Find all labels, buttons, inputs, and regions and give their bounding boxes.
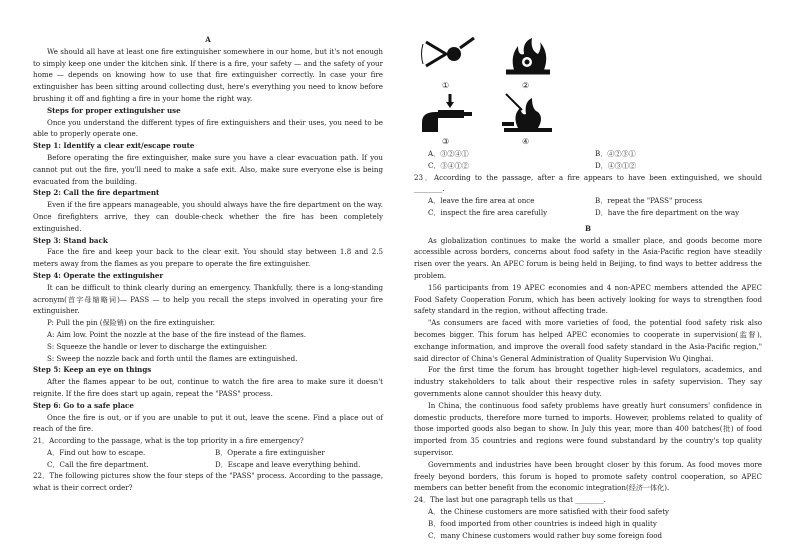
passage-b-p4: For the first time the forum has brought together high-level regulators, academics, and industry stakeholders to talk about their respective roles in safety supervision. They say governments alone cannot shoulder this heavy duty. bbox=[414, 365, 762, 398]
pass-s2: S: Sweep the nozzle back and forth until the flames are extinguished. bbox=[47, 353, 298, 363]
pic-label-3: ③ bbox=[442, 137, 450, 146]
step6-title: Step 6: Go to a safe place bbox=[33, 400, 134, 410]
passage-a-letter: A bbox=[205, 35, 211, 44]
question-21: 21．According to the passage, what is the top priority in a fire emergency? bbox=[33, 436, 304, 446]
q22-option-d[interactable]: D．④③①② bbox=[595, 160, 637, 170]
question-22: 22．The following pictures show the four steps of the "PASS" process. According to the passage, what is their correct order? bbox=[33, 471, 383, 493]
pass-s1: S: Squeeze the handle or lever to discharge the extinguisher. bbox=[47, 341, 268, 351]
q21-option-d[interactable]: D．Escape and leave everything behind. bbox=[215, 459, 361, 469]
q24-option-a[interactable]: A．the Chinese customers are more satisfied with their food safety bbox=[428, 506, 670, 516]
q23-option-c[interactable]: C．inspect the fire area carefully bbox=[428, 207, 548, 217]
pass-picture-2-icon bbox=[500, 36, 556, 76]
q21-options-row1 bbox=[33, 447, 383, 459]
q23-options-row2 bbox=[414, 207, 762, 219]
step4-text: It can be difficult to think clearly during an emergency. Thankfully, there is a long-standing acronym(首字母缩略词)— PASS — to help you recall the steps involved in operating your fire extinguisher. bbox=[33, 282, 383, 316]
step2-title: Step 2: Call the fire department bbox=[33, 188, 160, 198]
pass-picture-3-icon bbox=[420, 92, 476, 134]
step6-text: Once the fire is out, or if you are unable to put it out, leave the scene. Find a place out of reach of the fire. bbox=[33, 412, 383, 434]
steps-heading: Steps for proper extinguisher use bbox=[47, 105, 181, 115]
steps-intro: Once you understand the different types of fire extinguishers and their uses, you need to be able to properly operate one. bbox=[33, 117, 383, 139]
pass-pictures bbox=[414, 36, 762, 148]
step5-title: Step 5: Keep an eye on things bbox=[33, 365, 152, 375]
pass-p: P: Pull the pin (保险销) on the fire extinguisher. bbox=[47, 318, 215, 328]
q22-option-b[interactable]: B．④②③① bbox=[595, 149, 636, 158]
step1-text: Before operating the fire extinguisher, make sure you have a clear evacuation path. If you cannot put out the fire, you'll need to make a safe exit. Also, make sure everyone else is being evacuated from the building. bbox=[33, 152, 383, 186]
step5-text: After the flames appear to be out, continue to watch the fire area to make sure it doesn't reignite. If the fire does start up again, repeat the "PASS" process. bbox=[33, 377, 383, 398]
q21-options-row2 bbox=[33, 459, 383, 471]
q22-options-row2 bbox=[414, 160, 762, 172]
step1-title: Step 1: Identify a clear exit/escape route bbox=[33, 141, 195, 151]
passage-a-intro: We should all have at least one fire extinguisher somewhere in our home, but it's not enough to simply keep one under the kitchen sink. If there is a fire, your safety — and the safety of your home — depends on knowing how to use that fire extinguisher correctly. In case your fire extinguisher has been sitting around collecting dust, here's everything you need to know before brushing it off and fighting a fire in your home the right way. bbox=[33, 46, 383, 103]
question-23: 23．According to the passage, after a fire appears to have been extinguished, we should ________. bbox=[414, 172, 762, 194]
passage-b-letter: B bbox=[585, 223, 591, 233]
passage-b-p2: 156 participants from 19 APEC economies and 4 non-APEC members attended the APEC Food Safety Cooperation Forum, which has been actively looking for ways to strengthen food safety standard in the region, without affecting trade. bbox=[414, 282, 762, 316]
q23-option-a[interactable]: A．leave the fire area at once bbox=[428, 196, 535, 206]
pass-picture-4-icon bbox=[500, 90, 556, 134]
step3-title: Step 3: Stand back bbox=[33, 235, 108, 245]
step2-text: Even if the fire appears manageable, you should always have the fire department on the way. Once firefighters arrive, they can double-check whether the fire has been completely extinguished. bbox=[33, 200, 383, 233]
pic-label-1: ① bbox=[442, 81, 450, 90]
pic-label-2: ② bbox=[522, 81, 530, 90]
passage-b-p5: In China, the continuous food safety problems have greatly hurt consumers' confidence in domestic products, therefore more turned to imports. However, problems related to quality of those imported goods also began to show. In July this year, more than 400 batches(批) of food imported from 35 countries and regions were found substandard by the country's top quality supervisor. bbox=[414, 400, 762, 457]
right-column bbox=[414, 36, 762, 541]
q22-option-a[interactable]: A．③②④① bbox=[428, 149, 469, 158]
q21-option-b[interactable]: B．Operate a fire extinguisher bbox=[215, 447, 325, 457]
q23-options-row1 bbox=[414, 195, 762, 207]
left-column bbox=[33, 34, 383, 494]
q24-option-c[interactable]: C．many Chinese customers would rather buy some foreign food bbox=[428, 530, 663, 540]
q22-options-row1 bbox=[414, 148, 762, 160]
q23-option-d[interactable]: D．have the fire department on the way bbox=[595, 207, 740, 217]
passage-b-p3: "As consumers are faced with more varieties of food, the potential food safety risk also becomes bigger. This forum has helped APEC economies to cooperate in supervision(监督), exchange information, and improve the overall food safety standard in the Asia-Pacific region," said director of China's General Administration of Quality Supervision Wu Qinghai. bbox=[414, 318, 762, 363]
question-24: 24．The last but one paragraph tells us that ________. bbox=[414, 495, 606, 505]
q23-option-b[interactable]: B．repeat the "PASS" process bbox=[595, 196, 703, 206]
pass-picture-1-icon bbox=[420, 36, 476, 76]
q21-option-a[interactable]: A．Find out how to escape. bbox=[47, 447, 146, 457]
pass-a: A: Aim low. Point the nozzle at the base of the fire instead of the flames. bbox=[47, 329, 307, 339]
step4-title: Step 4: Operate the extinguisher bbox=[33, 270, 164, 280]
q24-option-b[interactable]: B．food imported from other countries is indeed high in quality bbox=[428, 518, 657, 528]
passage-b-p6: Governments and industries have been brought closer by this forum. As food moves more freely beyond borders, this forum is hoped to promote safety control cooperation, so APEC members can better benefit from the economic integration(经济一体化). bbox=[414, 459, 762, 493]
passage-b-p1: As globalization continues to make the world a smaller place, and goods become more accessible across borders, concerns about food safety in the Asia-Pacific region have steadily risen over the years. An APEC forum is being held in Beijing, to find ways to better address the problem. bbox=[414, 235, 762, 280]
pic-label-4: ④ bbox=[522, 137, 530, 146]
q21-option-c[interactable]: C．Call the fire department. bbox=[47, 459, 149, 469]
q22-option-c[interactable]: C．③④①② bbox=[428, 160, 469, 170]
step3-text: Face the fire and keep your back to the clear exit. You should stay between 1.8 and 2.5 meters away from the flames as you prepare to operate the fire extinguisher. bbox=[33, 247, 383, 269]
